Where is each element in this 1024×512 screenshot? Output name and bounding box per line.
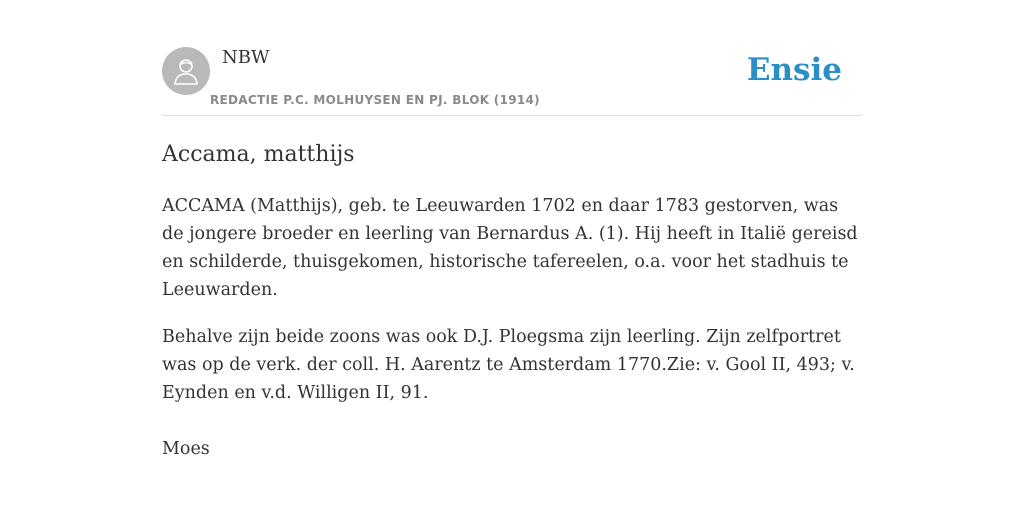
article-paragraph: Behalve zijn beide zoons was ook D.J. Ploegsma zijn leerling. Zijn zelfportret was op de verk. der coll. H. Aarentz te Amsterdam 1770.Zie: v. Gool II, 493; v. Eynden en v.d. Willigen II, 91. [162, 327, 855, 403]
source-subtitle: REDACTIE P.C. MOLHUYSEN EN PJ. BLOK (1914) [210, 93, 540, 107]
article-body [162, 192, 862, 426]
brand-logo[interactable]: Ensie [746, 52, 842, 88]
article-paragraph: ACCAMA (Matthijs), geb. te Leeuwarden 1702 en daar 1783 gestorven, was de jongere broeder en leerling van Bernardus A. (1). Hij heeft in Italië gereisd en schilderde, thuisgekomen, historische tafereelen, o.a. voor het stadhuis te Leeuwarden. [162, 196, 858, 300]
source-header [162, 46, 862, 116]
user-icon [172, 56, 200, 86]
article-author: Moes [162, 439, 210, 459]
article-title: Accama, matthijs [162, 142, 355, 167]
source-avatar[interactable] [162, 47, 210, 95]
source-name[interactable]: NBW [222, 47, 270, 68]
